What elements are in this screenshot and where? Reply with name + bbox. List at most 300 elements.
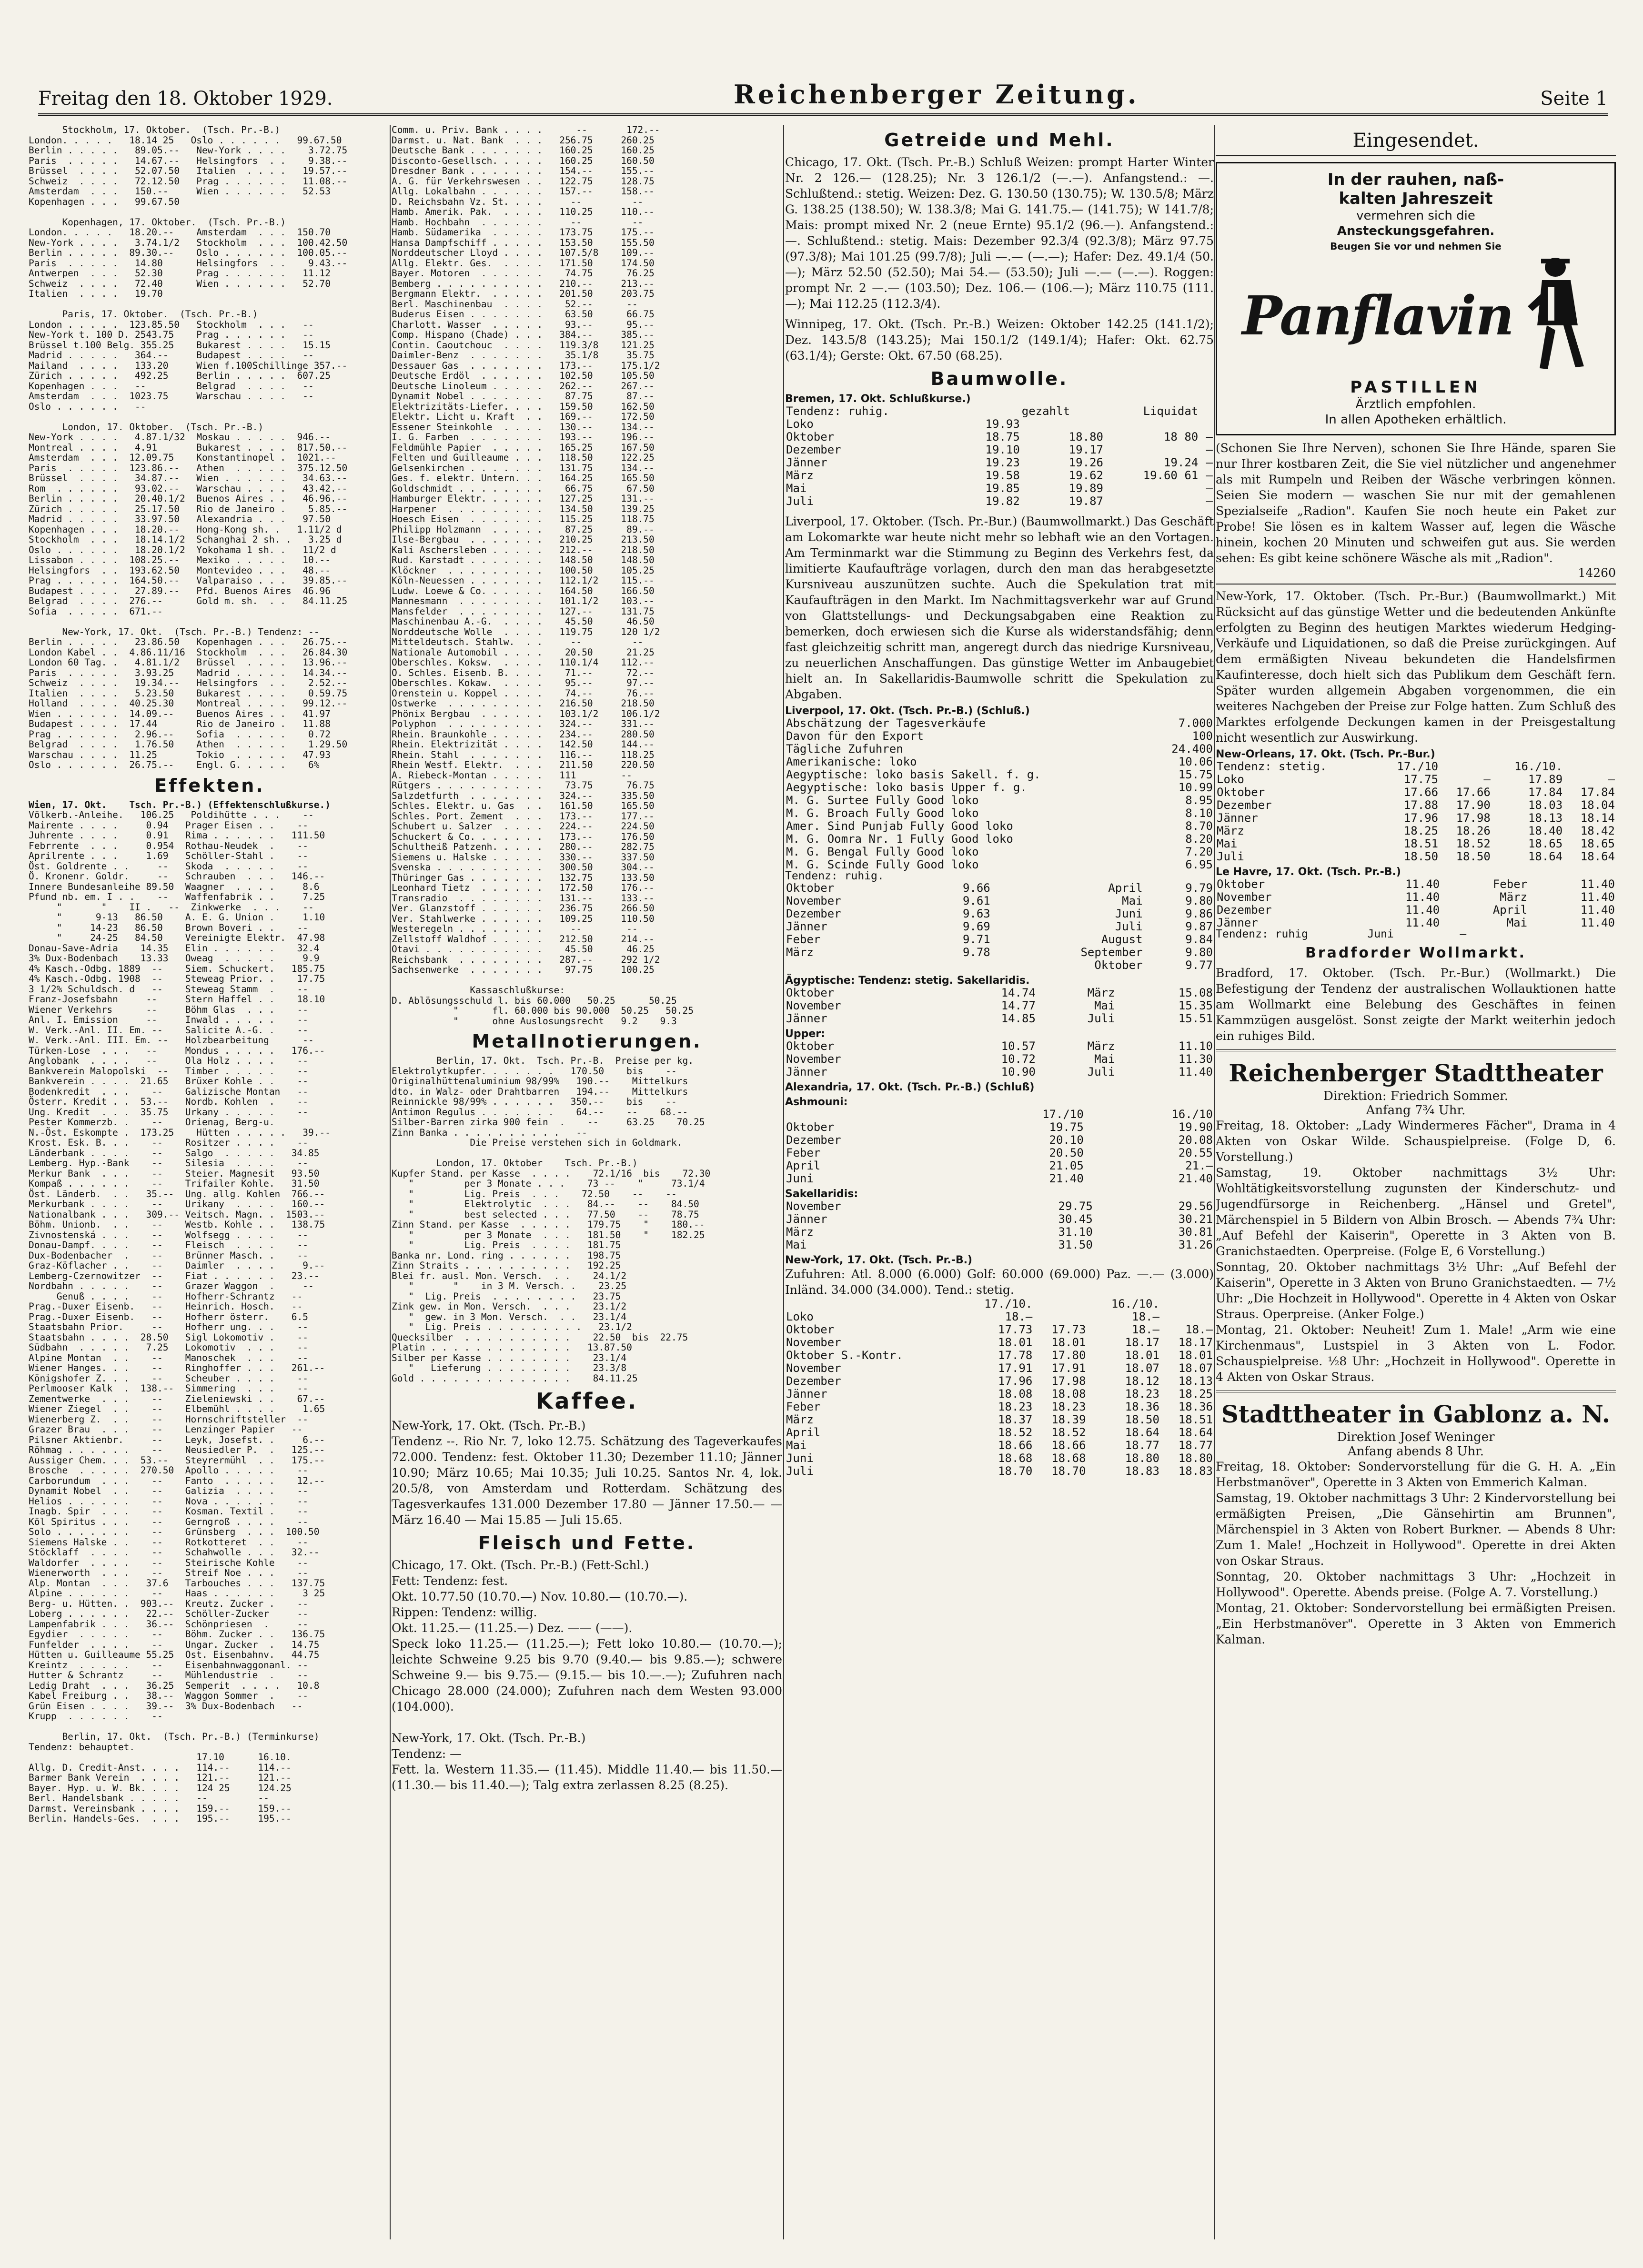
table-row: [785, 495, 1214, 508]
table-cell: 18.75: [985, 430, 1020, 444]
ad-brand-row: [1225, 254, 1607, 378]
table-cell: 18.12: [1125, 1374, 1159, 1388]
ad-line: kalten Jahreszeit: [1339, 189, 1493, 208]
table-cell: 18.50: [1125, 1412, 1159, 1426]
table-cell: März: [1217, 824, 1244, 837]
sakellaridis-rows: [785, 1200, 1214, 1251]
table-cell: 17.96: [1403, 811, 1439, 825]
table-cell: April: [1492, 903, 1528, 917]
liverpool-close-rows: [785, 717, 1214, 871]
table-cell: 9.69: [962, 919, 990, 933]
table-header-row: [1216, 760, 1616, 773]
table-cell: 18.08: [998, 1387, 1033, 1401]
table-cell: 21.40: [1049, 1171, 1084, 1185]
table-cell: 18.08: [1051, 1387, 1086, 1401]
table-row: [785, 1040, 1214, 1053]
table-cell: 18.07: [1178, 1361, 1213, 1375]
ny-cotton-table: [785, 1298, 1214, 1478]
table-cell: 19.62: [1068, 469, 1103, 482]
table-cell: 10.99: [1178, 781, 1213, 794]
table-cell: 18.68: [998, 1451, 1033, 1465]
table-cell: 11.40: [1580, 916, 1615, 929]
table-row: [785, 1349, 1214, 1362]
table-cell: Mai: [1506, 916, 1528, 929]
upper-rows: [785, 1040, 1214, 1079]
fleisch-text: Chicago, 17. Okt. (Tsch. Pr.-B.) (Fett-Schl.) Fett: Tendenz: fest. Okt. 10.77.50 (10.70.—) Nov. 10.80.— (10.70.—). Rippen: Tendenz: willig. Okt. 11.25.— (11.25.—) Dez. —— (——). Speck loko 11.25.— (11.25.—); Fett loko 10.80.— (10.70.—); leichte Schweine 9.25 bis 9.70 (9.40.— bis 9.85.—); schwere Schweine 9.— bis 9.75.— (9.15.— bis 10.—.—); Zufuhren nach Chicago 28.000 (24.000); Zufuhren nach dem Westen 93.000 (104.000). New-York, 17. Okt. (Tsch. Pr.-B.) Tendenz: — Fett. la. Western 11.35.— (11.45). Middle 11.40.— bis 11.50.— (11.30.— bis 11.40.—); Talg extra zerlassen 8.25 (8.25).: [392, 1558, 782, 1792]
table-row: [1216, 812, 1616, 825]
table-cell: 19.23: [985, 456, 1020, 469]
table-cell: 19.75: [1049, 1120, 1084, 1134]
walking-man-illustration: [1518, 254, 1590, 378]
fleisch-heading: Fleisch und Fette.: [478, 1532, 696, 1553]
table-cell: 15.51: [1178, 1011, 1213, 1025]
table-cell: [1439, 760, 1492, 773]
table-cell: November: [786, 894, 841, 907]
table-cell: 18.64: [1528, 850, 1563, 863]
table-cell: Dezember: [786, 443, 841, 456]
table-cell: 17.90: [1456, 798, 1491, 812]
table-cell: Oktober S.-Kontr.: [786, 1348, 903, 1362]
ad-line: In der rauhen, naß-: [1327, 170, 1504, 189]
table-cell: 9.84: [1185, 932, 1213, 946]
table-cell: M. G. Surtee Fully Good loko: [786, 794, 979, 807]
table-cell: 18 80: [1163, 430, 1199, 444]
table-cell: 18.66: [998, 1438, 1033, 1452]
table-cell: Oktober: [786, 986, 835, 999]
table-cell: Juni: [786, 1171, 814, 1185]
ad-line: Ansteckungsgefahren.: [1337, 224, 1495, 238]
table-cell: Dezember: [1217, 903, 1272, 917]
table-cell: [1033, 1298, 1087, 1310]
sakellaridis-table: [785, 1200, 1214, 1251]
theater-reichenberg-title: Reichenberger Stadttheater: [1229, 1058, 1603, 1087]
table-row: [785, 1439, 1214, 1452]
table-row: [785, 1239, 1214, 1251]
table-cell: 19.24: [1163, 456, 1199, 469]
table-row: [785, 959, 1214, 972]
table-cell: 17.66: [1456, 786, 1491, 799]
table-cell: Aegyptische: loko basis Sakell. f. g.: [786, 768, 1041, 781]
table-cell: [1199, 418, 1214, 431]
table-cell: 18.51: [1403, 837, 1439, 850]
table-cell: Dezember: [786, 1374, 841, 1388]
table-cell: 17.84: [1528, 786, 1563, 799]
table-cell: 11.30: [1178, 1052, 1213, 1066]
table-cell: 9.77: [1185, 958, 1213, 972]
column-1-exchange-rates: [29, 125, 391, 2239]
table-cell: März: [1087, 1039, 1115, 1053]
table-cell: [1104, 495, 1199, 508]
table-cell: März: [786, 1412, 814, 1426]
theater-reichenberg-start: Anfang 7¾ Uhr.: [1366, 1103, 1466, 1118]
table-row: [785, 482, 1214, 495]
table-cell: 18.77: [1125, 1438, 1159, 1452]
table-cell: [1021, 418, 1104, 431]
table-row: [785, 1121, 1214, 1134]
table-cell: [1033, 1310, 1087, 1323]
table-cell: Loko: [786, 417, 814, 431]
table-row: [1216, 904, 1616, 917]
table-cell: —: [1206, 443, 1213, 456]
liverpool-tendency: Tendenz: ruhig.: [785, 870, 884, 882]
table-row: [785, 858, 1214, 871]
table-row: [785, 756, 1214, 768]
table-cell: 19.82: [985, 494, 1020, 508]
alexandria-heading: Alexandria, 17. Okt. (Tsch. Pr.-B.) (Schluß): [785, 1081, 1035, 1093]
table-cell: [785, 959, 921, 972]
table-cell: M. G. Bengal Fully Good loko: [786, 845, 979, 858]
table-row: [785, 768, 1214, 781]
table-cell: 18.65: [1528, 837, 1563, 850]
table-cell: —: [1206, 430, 1213, 444]
table-cell: 10.57: [1001, 1039, 1036, 1053]
table-row: [785, 846, 1214, 858]
table-row: [785, 1159, 1214, 1172]
table-cell: 10.90: [1001, 1065, 1036, 1079]
table-cell: 30.45: [1058, 1212, 1093, 1226]
table-cell: 19.90: [1178, 1120, 1213, 1134]
table-cell: 11.40: [1580, 890, 1615, 904]
table-cell: 16./10: [1171, 1107, 1213, 1121]
table-cell: November: [1217, 890, 1272, 904]
table-cell: Juli: [786, 1464, 814, 1478]
table-cell: 15.08: [1178, 986, 1213, 999]
liverpool-futures-rows: [785, 882, 1214, 972]
table-row: [1216, 850, 1616, 863]
table-cell: 18.65: [1580, 837, 1615, 850]
table-cell: 21.05: [1049, 1159, 1084, 1172]
table-cell: 11.40: [1405, 903, 1440, 917]
table-cell: Oktober: [786, 881, 835, 895]
table-cell: Mai: [1094, 998, 1115, 1012]
table-cell: 19.58: [985, 469, 1020, 482]
table-cell: 8.20: [1185, 832, 1213, 846]
table-row: [785, 833, 1214, 846]
table-cell: 21.—: [1185, 1159, 1213, 1172]
table-cell: 19.93: [985, 417, 1020, 431]
table-row: [785, 987, 1214, 999]
table-header-row: [785, 405, 1214, 418]
table-cell: —: [1206, 494, 1213, 508]
bradford-heading: Bradforder Wollmarkt.: [1305, 944, 1527, 961]
table-cell: 18.39: [1051, 1412, 1086, 1426]
table-cell: Mai: [1217, 837, 1238, 850]
table-cell: 18.—: [1132, 1322, 1159, 1336]
ny-cotton-rows: [785, 1310, 1214, 1478]
table-row: [785, 1401, 1214, 1413]
table-cell: [1160, 1298, 1214, 1310]
table-cell: M. G. Broach Fully Good loko: [786, 806, 979, 820]
liverpool-futures-table: [785, 882, 1214, 972]
panflavin-advertisement: [1216, 162, 1616, 435]
table-cell: 18.64: [1580, 850, 1615, 863]
table-cell: 30.81: [1178, 1225, 1213, 1239]
table-row: [785, 882, 1214, 895]
ad-line: In allen Apotheken erhältlich.: [1325, 413, 1507, 427]
theater-gablonz-director: Direktion Josef Weninger: [1337, 1430, 1495, 1444]
table-cell: M. G. Oomra Nr. 1 Fully Good loko: [786, 832, 1013, 846]
table-cell: 9.87: [1185, 919, 1213, 933]
table-row: [785, 1172, 1214, 1185]
table-cell: 21.40: [1178, 1171, 1213, 1185]
table-cell: 8.95: [1185, 794, 1213, 807]
table-row: [1216, 825, 1616, 837]
table-cell: 9.80: [1185, 945, 1213, 959]
table-cell: 18.01: [1178, 1348, 1213, 1362]
table-cell: Feber: [786, 932, 821, 946]
table-row: [785, 933, 1214, 946]
table-cell: Loko: [786, 1310, 814, 1323]
table-cell: April: [786, 1159, 821, 1172]
table-row: [785, 1426, 1214, 1439]
table-cell: 18.—: [1185, 1322, 1213, 1336]
table-cell: 7.000: [1178, 716, 1213, 730]
theater-reichenberg-director: Direktion: Friedrich Sommer.: [1323, 1089, 1509, 1103]
table-row: [1216, 891, 1616, 904]
table-cell: Oktober: [786, 1039, 835, 1053]
table-cell: 19.85: [985, 482, 1020, 495]
table-cell: 15.75: [1178, 768, 1213, 781]
effekten-heading: Effekten.: [154, 775, 265, 796]
table-cell: März: [1500, 890, 1528, 904]
table-cell: 18.13: [1528, 811, 1563, 825]
ad-brand-name: Panflavin: [1242, 284, 1513, 347]
table-cell: 19.89: [1068, 482, 1103, 495]
new-orleans-heading: New-Orleans, 17. Okt. (Tsch. Pr.-Bur.): [1216, 748, 1435, 760]
table-cell: 17.66: [1403, 786, 1439, 799]
table-row: [785, 1375, 1214, 1388]
table-row: [785, 1413, 1214, 1426]
table-row: [785, 1147, 1214, 1159]
table-cell: [1104, 444, 1199, 456]
table-cell: 18.80: [1178, 1451, 1213, 1465]
table-cell: 17.91: [998, 1361, 1033, 1375]
metal-heading: Metallnotierungen.: [472, 1031, 702, 1052]
table-cell: Amerikanische: loko: [786, 755, 917, 768]
table-cell: Abschätzung der Tagesverkäufe: [786, 716, 986, 730]
table-row: [785, 807, 1214, 820]
table-cell: 9.71: [962, 932, 990, 946]
table-cell: Juli: [786, 494, 814, 508]
liverpool-close-heading: Liverpool, 17. Okt. (Tsch. Pr.-B.) (Schluß.): [785, 705, 1030, 717]
table-cell: 9.79: [1185, 881, 1213, 895]
table-cell: 18.23: [998, 1400, 1033, 1413]
upper-heading: Upper:: [785, 1028, 825, 1040]
bradford-report: Bradford, 17. Oktober. (Tsch. Pr.-Bur.) (Wollmarkt.) Die Befestigung der Tendenz der australischen Wollauktionen hatte am Wollmarkt eine Belebung des Geschäftes in feinen Kammzügen ausgelöst. Sonst zeigte der Markt weiterhin jedoch ein ruhiges Bild.: [1216, 966, 1616, 1043]
table-row: [785, 1388, 1214, 1401]
table-cell: Mai: [1094, 1052, 1115, 1066]
table-cell: 18.70: [1051, 1464, 1086, 1478]
alexandria-table: [785, 1108, 1214, 1185]
table-cell: 20.08: [1178, 1133, 1213, 1147]
table-cell: 18.01: [998, 1335, 1033, 1349]
table-cell: Dezember: [786, 907, 841, 920]
table-cell: 20.10: [1049, 1133, 1084, 1147]
table-cell: 29.56: [1178, 1199, 1213, 1213]
table-row: [1216, 786, 1616, 799]
table-cell: 18.50: [1456, 850, 1491, 863]
table-cell: Juni: [1115, 907, 1143, 920]
table-cell: [785, 1298, 960, 1310]
table-cell: 31.50: [1058, 1238, 1093, 1251]
table-cell: 17./10: [1397, 760, 1439, 773]
table-row: [785, 1465, 1214, 1478]
table-cell: Jänner: [1217, 811, 1258, 825]
table-cell: Mai: [1122, 894, 1143, 907]
kaffee-heading: Kaffee.: [535, 1388, 638, 1414]
column-3-commodities: [785, 125, 1214, 2239]
table-row: [785, 794, 1214, 807]
table-row: [785, 1323, 1214, 1336]
table-cell: November: [786, 1335, 841, 1349]
le-havre-heading: Le Havre, 17. Okt. (Tsch. Pr.-B.): [1216, 866, 1401, 878]
table-cell: Dezember: [1217, 798, 1272, 812]
table-cell: Oktober: [786, 1120, 835, 1134]
table-cell: Mai: [786, 482, 807, 495]
table-cell: [1563, 760, 1616, 773]
table-row: [785, 1200, 1214, 1213]
table-cell: Juli: [1087, 1065, 1115, 1079]
table-cell: 18.—: [1005, 1310, 1033, 1323]
bremen-table: [785, 405, 1214, 508]
table-cell: 17.98: [1051, 1374, 1086, 1388]
metal-table: Berlin, 17. Okt. Tsch. Pr.-B. Preise per kg. Elektrolytkupfer. . . . . . . 170.50 bis -- Originalhüttenaluminium 98/99% 190.-- Mittelkurs dto. in Walz- oder Drahtbarren 194.-- Mittelkurs Reinnickle 98/99% . . . . . . 350.-- bis -- Antimon Regulus . . . . . . . 64.-- -- 68.-- Silber-Barren zirka 900 fein . -- 63.25 70.25 Zinn Banka . . . . . . . . . . -- Die Preise verstehen sich in Goldmark. London, 17. Oktober Tsch. Pr.-B.) Kupfer Stand. per Kasse . . . . 72.1/16 bis 72.30 " per 3 Monate . . . 73 -- " 73.1/4 " Lig. Preis . . . 72.50 -- -- " Elektrolytic . . . 84.-- -- 84.50 " best selected . . . 77.50 -- 78.75 Zinn Stand. per Kasse . . . . . 179.75 " 180.-- " per 3 Monate . . . 181.50 " 182.25 " Lig. Preis . . . . 181.75 Banka nr. Lond. ring . . . . . . 198.75 Zinn Straits . . . . . . . . . . 192.25 Blei fr. ausl. Mon. Versch. . . 24.1/2 " " in 3 M. Versch. . 23.25 " Lig. Preis . . . . . . . . 23.75 Zink gew. in Mon. Versch. . . . 23.1/2 " gew. in 3 Mon. Versch. . . 23.1/4 " Lig. Preis . . . . . . . . . 23.1/2 Quecksilber . . . . . . . . . . 22.50 bis 22.75 Platin . . . . . . . . . . . . . 13.87.50 Silber per Kasse . . . . . . . . 23.1/4 " Lieferung . . . . . . . . 23.3/8 Gold . . . . . . . . . . . . . . 84.11.25: [392, 1055, 711, 1384]
table-cell: 18.52: [1456, 837, 1491, 850]
table-cell: 17.96: [998, 1374, 1033, 1388]
liverpool-report: Liverpool, 17. Oktober. (Tsch. Pr.-Bur.) (Baumwollmarkt.) Das Geschäft am Lokomarkte war heute nicht mehr so lebhaft wie an den Vortagen. Am Terminmarkt war die Stimmung zu Beginn des Verkehrs fest, da limitierte Kaufaufträge vorlagen, durch den man das herabgesetzte Kursniveau auszunützen suchte. Auch die Spekulation trat mit Kaufaufträgen in den Markt. Im Nachmittagsverkehr war auf Grund von Glattstellungs- und Deckungsabgaben eine Reaktion zu bemerken, doch erwiesen sich die Kurse als widerstandsfähig; denn fast gleichzeitig schritt man, angeregt durch das niedrige Kursniveau, zu neuerlichen Anschaffungen. Das günstige Wetter im Anbaugebiet hielt an. In Sakellaridis-Baumwolle schritt die Spekulation zu Abgaben.: [785, 514, 1214, 701]
table-cell: Oktober: [1217, 786, 1265, 799]
table-cell: 18.80: [1125, 1451, 1159, 1465]
table-row: [785, 920, 1214, 933]
effekten-table: Völkerb.-Anleihe. 106.25 Poldihütte . . . -- Mairente . . . . 0.94 Prager Eisen . . -- Juhrente . . . . 0.91 Rima . . . . . . 111.50 Febrrente . . . 0.954 Rothau-Neudek . -- Aprilrente . . . 1.69 Schöller-Stahl . -- Öst. Goldrente . . -- Skoda . . . . . -- Ö. Kronenr. Goldr. -- Schrauben . . . 146.-- Innere Bundesanleihe 89.50 Waagner . . . . 8.6 Pfund nb. em. I . . -- Waffenfabrik . . 7.25 " " II . -- Zinkwerke . . . -- " 9-13 86.50 A. E. G. Union . 1.10 " 14-23 86.50 Brown Boveri . . -- " 24-25 84.50 Vereinigte Elektr. 47.98 Donau-Save-Adria 14.35 Elin . . . . . . 32.4 3% Dux-Bodenbach 13.33 Oweag . . . . . 9.9 4% Kasch.-Odbg. 1889 -- Siem. Schuckert. 185.75 4% Kasch.-Odbg. 1908 -- Steweag Prior. . 17.75 3 1/2% Schuldsch. d -- Steweag Stamm . -- Franz-Josefsbahn -- Stern Haffel . . 18.10 Wiener Verkehrs -- Böhm Glas . . . -- Anl. I. Emission -- Inwald . . . . . -- W. Verk.-Anl. II. Em. -- Salicite A.-G. . -- W. Verk.-Anl. III. Em. -- Holzbearbeitung -- Türken-Lose . . . -- Mondus . . . . . 176.-- Anglobank . . . . -- Ola Holz . . . . -- Bankverein Malopolski -- Timber . . . . . -- Bankverein . . . . 21.65 Brüxer Kohle . . -- Bodenkredit . . . -- Galizische Montan -- Österr. Kredit . . 53.-- Nordb. Kohlen . -- Ung. Kredit . . . 35.75 Urkany . . . . . -- Pester Kommerzb. . -- Orienag, Berg-u. N.-Öst. Eskompte . 173.25 Hütten . . . . . 39.-- Krost. Esk. B. . . -- Rositzer . . . . -- Länderbank . . . . -- Salgo . . . . . 34.85 Lemberg. Hyp.-Bank -- Silesia . . . . -- Merkur Bank . . . -- Steier. Magnesit 93.50 Kompaß . . . . . . -- Trifailer Kohle. 31.50 Öst. Länderb. . . 35.-- Ung. allg. Kohlen 766.-- Merkurbank . . . . -- Urikany . . . . 160.-- Nationalbank . . . 309.-- Veitsch. Magn. . 1503.-- Böhm. Unionb. . . -- Westb. Kohle . . 138.75 Zivnostenská . . . -- Wolfsegg . . . . -- Donau-Dampf. . . . -- Fleisch . . . . -- Dux-Bodenbacher . -- Brünner Masch. . -- Graz-Köflacher . . -- Daimler . . . . 9.-- Lemberg-Czernowitzer -- Fiat . . . . . . 23.-- Nordbahn . . . . . -- Grazer Waggon . -- Genuß . . . . -- Hofherr-Schrantz -- Prag.-Duxer Eisenb. -- Heinrich. Hosch. -- Prag.-Duxer Eisenb. -- Hofherr österr. 6.5 Staatsbahn Prior. -- Hofherr ung. . . -- Staatsbahn . . . . 28.50 Sigl Lokomotiv . -- Südbahn . . . . . 7.25 Lokomotiv . . . -- Alpine Montan . . -- Manoschek . . . -- Wiener Hanges. . . -- Ringhoffer . . . 261.-- Königshofer Z. . . -- Scheuber . . . . -- Perlmooser Kalk . 138.-- Simmering . . . -- Zementwerke . . . -- Zieleniewski . . 67.-- Wiener Ziegel . . -- Elbemühl . . . . 1.65 Wienerberg Z. . . -- Hornschriftsteller -- Grazer Brau . . . -- Lenzinger Papier -- Pilsner Aktienbr. -- Leyk, Josefst. . 6.-- Röhmag . . . . . . -- Neusiedler P. . 125.-- Aussiger Chem. . . 53.-- Steyrermühl . . 175.-- Brosche . . . . . 270.50 Apollo . . . . . -- Carborundum . . . -- Fanto . . . . . 12.-- Dynamit Nobel . . -- Galizia . . . . -- Helios . . . . . . -- Nova . . . . . . -- Inagb. Spir . . . -- Kosman. Textil . -- Köl Spiritus . . . -- Gerngroß . . . . -- Solo . . . . . . . -- Grünsberg . . . 100.50 Siemens Halske . . -- Rotkotteret . . -- Stöcklaff . . . . -- Schahwolle . . . 32.-- Waldorfer . . . . -- Steirische Kohle -- Wienerworth . . . -- Streif Noe . . . -- Alp. Montan . . . 37.6 Tarbouches . . . 137.75 Alpine . . . . . . -- Haas . . . . . . 3 25 Berg- u. Hütten. . 903.-- Kreutz. Zucker . -- Loberg . . . . . . 22.-- Schöller-Zucker -- Lampenfabrik . . . 36.-- Schönpriesen . -- Egydier . . . . . -- Böhm. Zucker . . 136.75 Funfelder . . . . -- Ungar. Zucker . 14.75 Hütten u. Guilleaume 55.25 Ost. Eisenbahnv. 44.75 Kreintz . . . . . -- Eisenbahnwaggonanl. -- Hutter & Schrantz -- Mühlendustrie . -- Ledig Draht . . . 36.25 Semperit . . . . 10.8 Kabel Freiburg . . 38.-- Waggon Sommer . -- Grün Eisen . . . . 39.-- 3% Dux-Bodenbach -- Krupp . . . . . . -- Berlin, 17. Okt. (Tsch. Pr.-B.) (Terminkurse) Tendenz: behauptet. 17.10 16.10. Allg. D. Credit-Anst. . . . 114.-- 114.-- Barmer Bank Verein . . . . 121.-- 121.-- Bayer. Hyp. u. W. Bk. . . . 124 25 124.25 Berl. Handelsbank . . . . . -- -- Darmst. Vereinsbank . . . . 159.-- 159.-- Berlin. Handels-Ges. . . . 195.-- 195.--: [29, 809, 331, 1824]
table-cell: Juli: [1115, 919, 1143, 933]
table-cell: 18.83: [1178, 1464, 1213, 1478]
egypt-rows: [785, 987, 1214, 1025]
table-cell: März: [1087, 986, 1115, 999]
table-cell: 18.14: [1580, 811, 1615, 825]
le-havre-rows: [1216, 878, 1616, 929]
table-cell: 31.10: [1058, 1225, 1093, 1239]
table-cell: 31.26: [1178, 1238, 1213, 1251]
table-cell: 16./10.: [1111, 1297, 1159, 1310]
table-cell: 11.40: [1405, 877, 1440, 891]
radion-number: 14260: [1578, 566, 1616, 580]
table-row: [785, 444, 1214, 456]
table-cell: Feber: [786, 1400, 821, 1413]
column-rule: [1214, 125, 1215, 2239]
table-cell: 18.17: [1178, 1335, 1213, 1349]
effekten-subheading: Wien, 17. Okt. Tsch. Pr.-B.) (Effektenschlußkurse.): [29, 799, 331, 810]
table-cell: 18.68: [1051, 1451, 1086, 1465]
table-cell: [1104, 482, 1199, 495]
table-cell: 10.06: [1178, 755, 1213, 768]
table-cell: Mai: [786, 1438, 807, 1452]
table-row: [785, 1053, 1214, 1066]
table-cell: Mai: [786, 1238, 807, 1251]
table-cell: 15.35: [1178, 998, 1213, 1012]
winnipeg-grain-text: Winnipeg, 17. Okt. (Tsch. Pr.-B.) Weizen: Oktober 142.25 (141.1/2); Dez. 143.5/8 (143.25); Mai 150.1/2 (149.1/4); Hafer: Okt. 62.75 (63.1/4); Gerste: Okt. 67.50 (68.25).: [785, 317, 1214, 363]
theater-gablonz-start: Anfang abends 8 Uhr.: [1347, 1444, 1484, 1459]
table-cell: Feber: [786, 1146, 821, 1159]
table-cell: 17.98: [1456, 811, 1491, 825]
table-cell: 11.40: [1405, 916, 1440, 929]
new-orleans-rows: [1216, 773, 1616, 863]
table-cell: [1160, 1310, 1214, 1323]
table-cell: Jänner: [1217, 916, 1258, 929]
table-row: [785, 1213, 1214, 1226]
table-cell: 18.26: [1456, 824, 1491, 837]
table-cell: 18.52: [998, 1425, 1033, 1439]
table-row: [785, 1066, 1214, 1079]
table-cell: 18.77: [1178, 1438, 1213, 1452]
table-header-row: [785, 1108, 1214, 1121]
eingesendet-heading: Eingesendet.: [1216, 130, 1616, 157]
ad-line: Beugen Sie vor und nehmen Sie: [1330, 241, 1502, 252]
foreign-exchange-tables: Stockholm, 17. Oktober. (Tsch. Pr.-B.) London. . . . . 18.14 25 Oslo . . . . . . 99.67.50 Berlin . . . . . 89.05.-- New-York . . . . 3.72.75 Paris . . . . . 14.67.-- Helsingfors . . 9.38.-- Brüssel . . . . 52.07.50 Italien . . . . 19.57.-- Schweiz . . . . 72.12.50 Prag . . . . . . 11.08.-- Amsterdam . . . 150.-- Wien . . . . . . 52.53 Kopenhagen . . . 99.67.50 Kopenhagen, 17. Oktober. (Tsch. Pr.-B.) London. . . . . 18.20.-- Amsterdam . . . 150.70 New-York . . . . 3.74.1/2 Stockholm . . . 100.42.50 Berlin . . . . . 89.30.-- Oslo . . . . . . 100.05.-- Paris . . . . . 14.80 Helsingfors . . 9.43.-- Antwerpen . . . 52.30 Prag . . . . . . 11.12 Schweiz . . . . 72.40 Wien . . . . . . 52.70 Italien . . . . 19.70 Paris, 17. Oktober. (Tsch. Pr.-B.) London . . . . . 123.85.50 Stockholm . . . -- New-York t. 100 D. 2543.75 Prag . . . . . . -- Brüssel t.100 Belg. 355.25 Bukarest . . . . 15.15 Madrid . . . . . 364.-- Budapest . . . . -- Mailand . . . . 133.20 Wien f.100Schillinge 357.-- Zürich . . . . . 492.25 Berlin . . . . . 607.25 Kopenhagen . . . -- Belgrad . . . . -- Amsterdam . . . 1023.75 Warschau . . . . -- Oslo . . . . . . -- London, 17. Oktober. (Tsch. Pr.-B.) New-York . . . . 4.87.1/32 Moskau . . . . . 946.-- Montreal . . . . 4.91 Bukarest . . . . 817.50.-- Amsterdam . . . 12.09.75 Konstantinopel . 1021.-- Paris . . . . . 123.86.-- Athen . . . . . 375.12.50 Brüssel . . . . 34.87.-- Wien . . . . . . 34.63.-- Rom . . . . . . 93.02.-- Warschau . . . . 43.42.-- Berlin . . . . . 20.40.1/2 Buenos Aires . . 46.96.-- Zürich . . . . . 25.17.50 Rio de Janeiro . 5.85.-- Madrid . . . . . 33.97.50 Alexandria . . . 97.50 Kopenhagen . . . 18.20.-- Hong-Kong sh. . 1.11/2 d Stockholm . . . 18.14.1/2 Schanghai 2 sh. . 3.25 d Oslo . . . . . . 18.20.1/2 Yokohama 1 sh. . 11/2 d Lissabon . . . . 108.25.-- Mexiko . . . . . 10.-- Helsingfors . . 193.62.50 Montevideo . . . 48.-- Prag . . . . . . 164.50.-- Valparaiso . . . 39.85.-- Budapest . . . . 27.89.-- Pfd. Buenos Aires 46.96 Belgrad . . . . 276.-- Gold m. sh. . . 84.11.25 Sofia . . . . . 671.-- New-York, 17. Okt. (Tsch. Pr.-B.) Tendenz: -- Berlin . . . . . 23.86.50 Kopenhagen . . . 26.75.-- London Kabel . . 4.86.11/16 Stockholm . . . 26.84.30 London 60 Tag. . 4.81.1/2 Brüssel . . . . 13.96.-- Paris . . . . . 3.93.25 Madrid . . . . . 14.34.-- Schweiz . . . . 19.34.-- Helsingfors . . 2.52.-- Italien . . . . 5.23.50 Bukarest . . . . 0.59.75 Holland . . . . 40.25.30 Montreal . . . . 99.12.-- Wien . . . . . . 14.09.-- Buenos Aires . . 41.97 Budapest . . . . 17.44 Rio de Janeiro . 11.88 Prag . . . . . . 2.96.-- Sofia . . . . . 0.72 Belgrad . . . . 1.76.50 Athen . . . . . 1.29.50 Warschau . . . . 11.25 Tokio . . . . . 47.93 Oslo . . . . . . 26.75.-- Engl. G. . . . . 6%: [29, 125, 348, 770]
table-cell: April: [786, 1425, 821, 1439]
table-cell: Feber: [1492, 877, 1528, 891]
table-row: [785, 1336, 1214, 1349]
table-cell: Oktober: [1094, 958, 1143, 972]
table-row: [785, 1452, 1214, 1465]
table-row: [1216, 837, 1616, 850]
table-cell: 8.70: [1185, 819, 1213, 833]
table-cell: 18.52: [1051, 1425, 1086, 1439]
table-cell: Aegyptische: loko basis Upper f. g.: [786, 781, 1027, 794]
masthead-title: Reichenberger Zeitung.: [733, 79, 1139, 110]
table-cell: 18.40: [1528, 824, 1563, 837]
table-cell: —: [1206, 482, 1213, 495]
table-cell: 20.55: [1178, 1146, 1213, 1159]
table-cell: Jänner: [786, 456, 827, 469]
table-cell: Juli: [1217, 850, 1244, 863]
table-cell: Oktober: [1217, 877, 1265, 891]
table-cell: Jänner: [786, 1065, 827, 1079]
egypt-table: [785, 987, 1214, 1025]
table-cell: 18.03: [1528, 798, 1563, 812]
baumwolle-heading: Baumwolle.: [930, 368, 1068, 389]
table-cell: 18.80: [1068, 430, 1103, 444]
table-cell: 17.73: [998, 1322, 1033, 1336]
table-cell: 19.26: [1068, 456, 1103, 469]
table-cell: [785, 1108, 956, 1121]
table-row: [785, 418, 1214, 431]
column-2-stocks-metals: [392, 125, 782, 2239]
table-cell: Liquidat: [1143, 404, 1199, 418]
table-cell: November: [786, 998, 841, 1012]
table-cell: 18.37: [998, 1412, 1033, 1426]
table-cell: Juni: [786, 1451, 814, 1465]
table-cell: 14.85: [1001, 1011, 1036, 1025]
table-cell: 18.50: [1403, 850, 1439, 863]
ny-opening-text: Zufuhren: Atl. 8.000 (6.000) Golf: 60.000 (69.000) Paz. —.— (3.000) Inländ. 34.000 (34.000). Tend.: stetig.: [785, 1267, 1214, 1297]
table-cell: 16./10.: [1514, 760, 1563, 773]
ad-line: vermehren sich die: [1356, 209, 1475, 223]
table-cell: 24.400: [1171, 742, 1213, 756]
table-cell: 18.42: [1580, 824, 1615, 837]
table-cell: 19.60 61: [1143, 469, 1199, 482]
table-row: [785, 1226, 1214, 1239]
table-cell: 18.51: [1178, 1412, 1213, 1426]
table-cell: 30.21: [1178, 1212, 1213, 1226]
table-cell: 29.75: [1058, 1199, 1093, 1213]
table-cell: 18.83: [1125, 1464, 1159, 1478]
radion-advertisement: (Schonen Sie Ihre Nerven), schonen Sie Ihre Hände, sparen Sie nur Ihrer kostbaren Zeit, die Sie viel nützlicher und angenehmer als mit Rumpeln und Reiben der Wäsche verbringen können. Seien Sie modern — waschen Sie nur mit der gemahlenen Spezialseife „Radion". Kaufen Sie noch heute ein Paket zur Probe! Sie lösen es in kaltem Wasser auf, legen die Wäsche hinein, kochen 20 Minuten und schweifen gut aus. Sie werden sehen: Es gibt keine schönere Wäsche als mit „Radion".: [1216, 441, 1616, 565]
table-cell: —: [1206, 469, 1213, 482]
new-orleans-table: [1216, 760, 1616, 863]
table-cell: —: [1206, 456, 1213, 469]
table-cell: 18.01: [1125, 1348, 1159, 1362]
